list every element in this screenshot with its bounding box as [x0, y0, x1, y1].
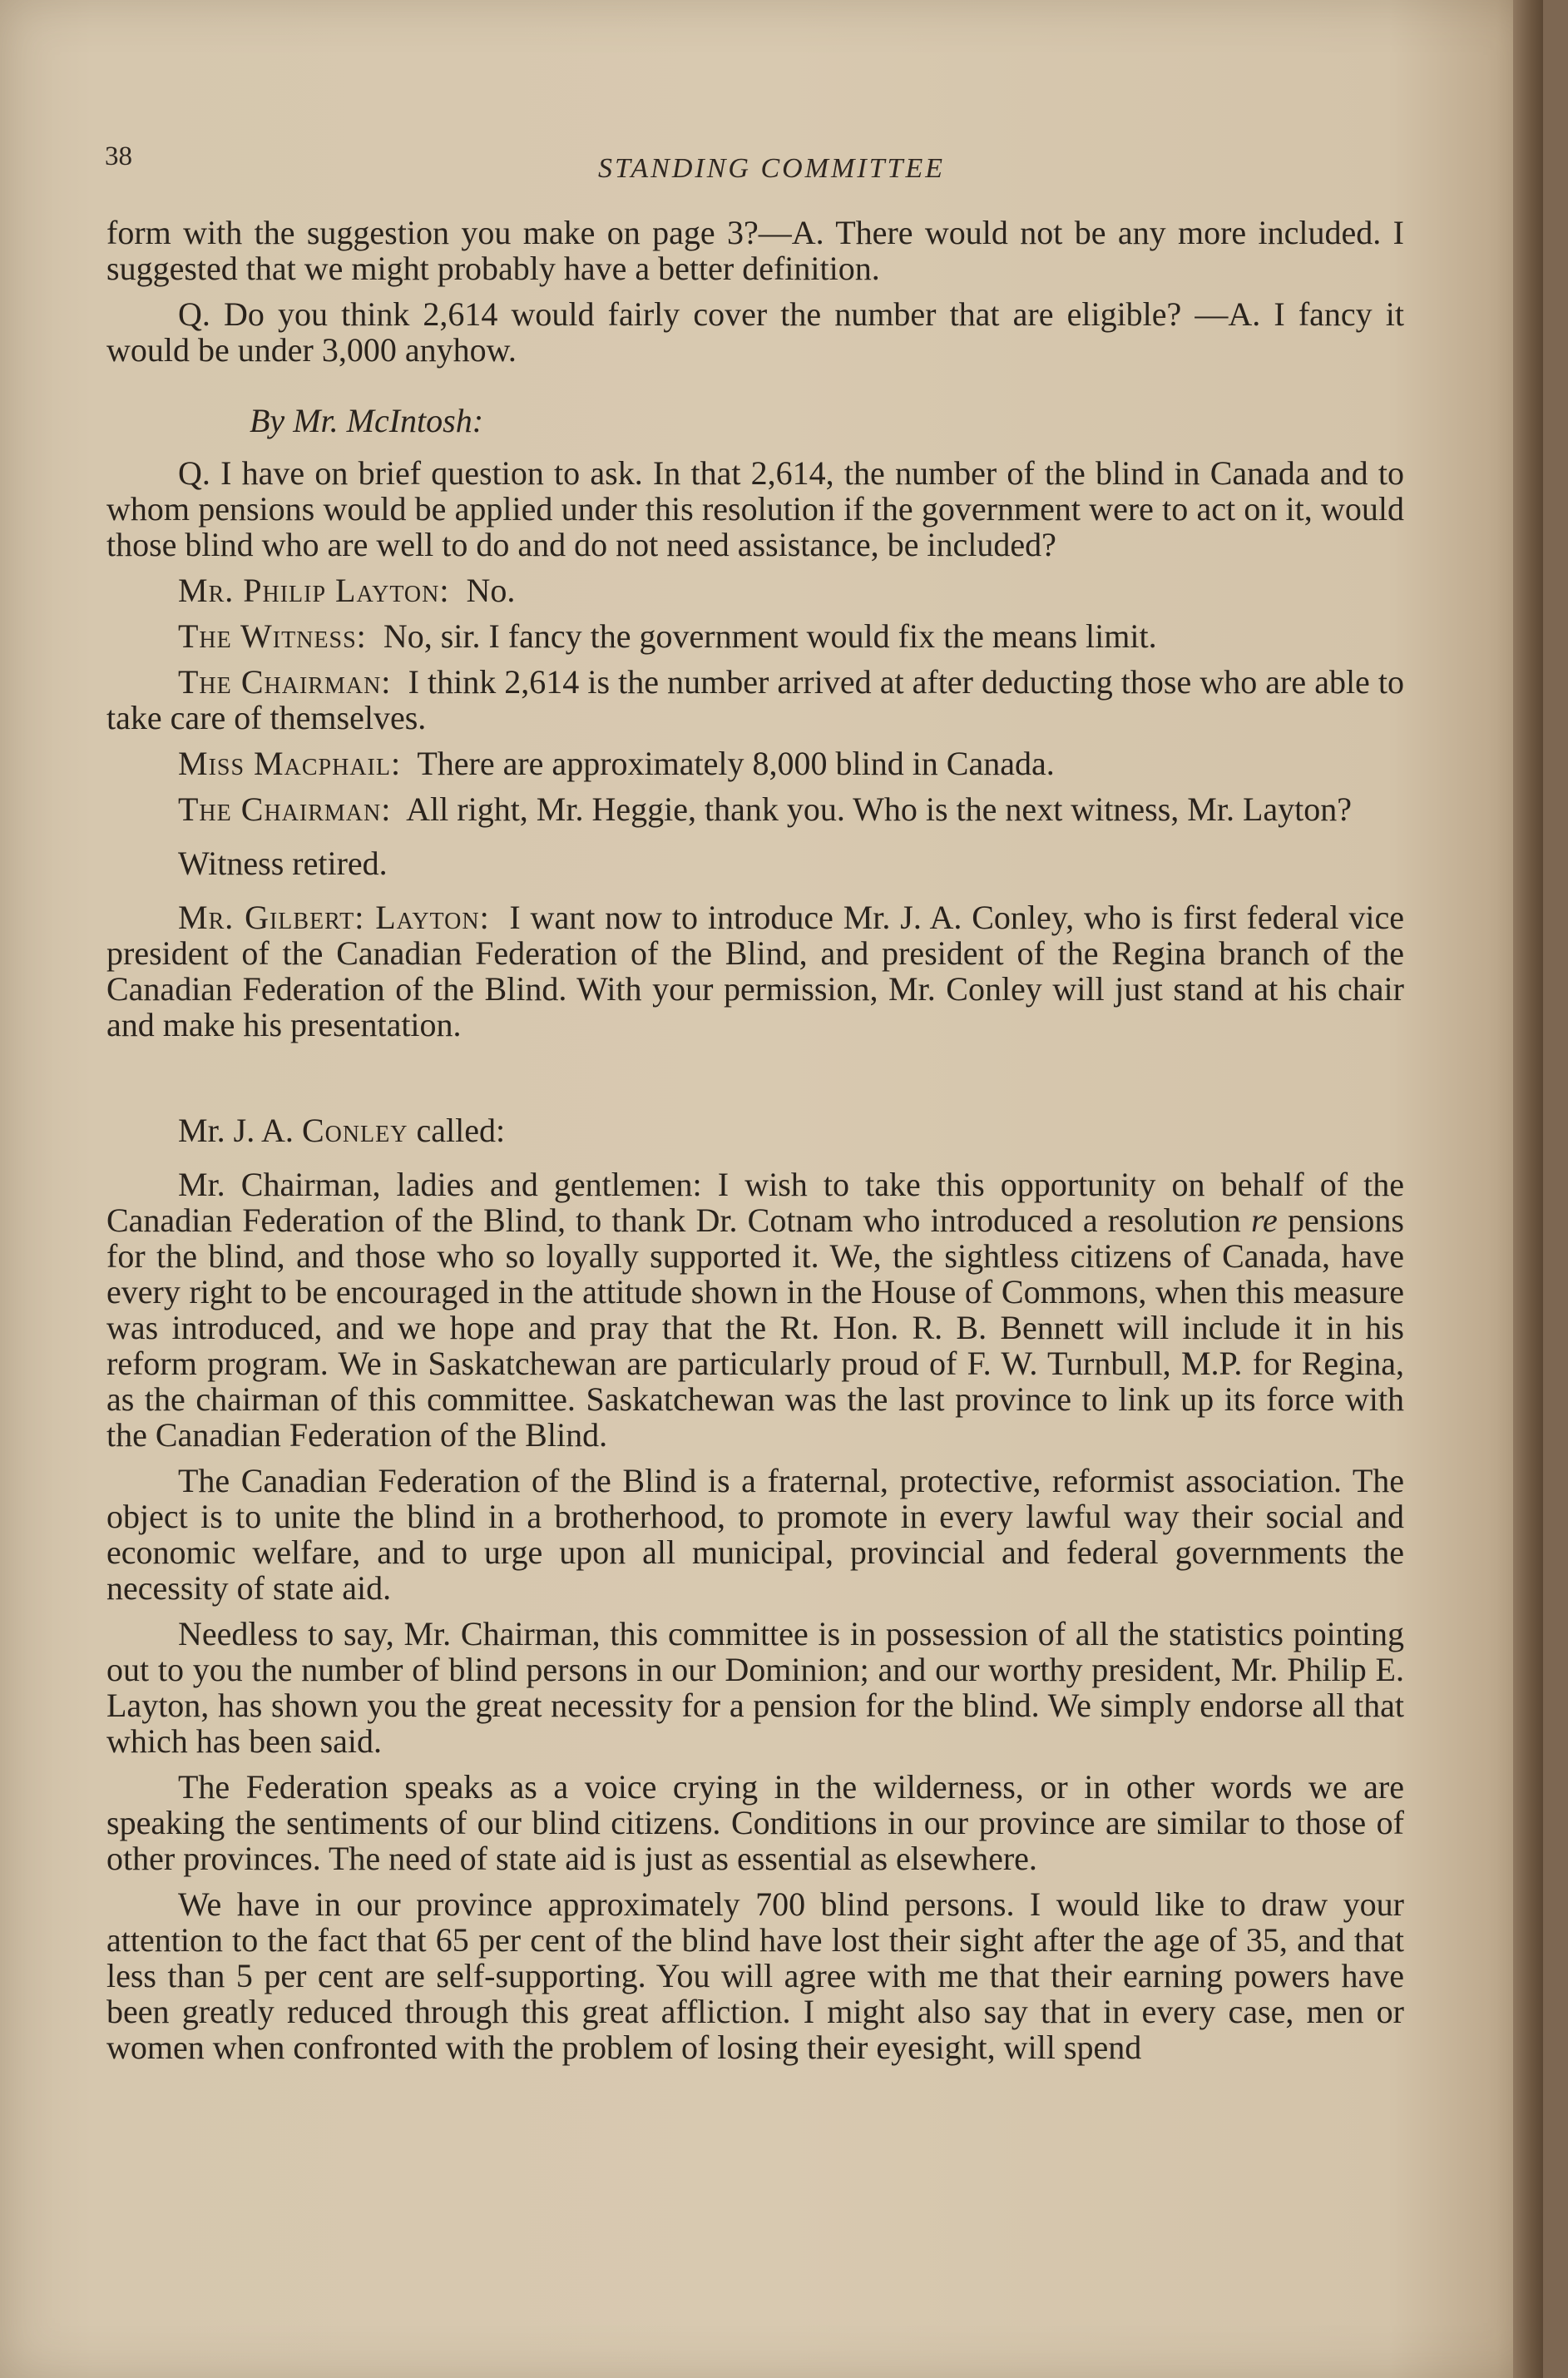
speaker-label: Miss Macphail:	[178, 745, 402, 782]
body-text	[106, 215, 1404, 2075]
speaker-label: Mr. Philip Layton:	[178, 572, 450, 609]
witness-prefix: Mr. J. A.	[178, 1112, 294, 1149]
speech-text: No.	[466, 572, 516, 609]
paragraph-10	[106, 899, 1404, 1043]
page-number: 38	[105, 141, 132, 171]
paragraph-6	[106, 664, 1404, 736]
speech-text: All right, Mr. Heggie, thank you. Who is the next witness, Mr. Layton?	[406, 790, 1353, 828]
paragraph-7	[106, 746, 1404, 781]
paragraph-3: Q. I have on brief question to ask. In that 2,614, the number of the blind in Canada and to whom pensions would be applied under this resolution if the government were to act on it, would those blind who are well to do and do not need assistance, be included?	[106, 454, 1404, 563]
speech-text: No, sir. I fancy the government would fix the means limit.	[383, 617, 1157, 655]
speaker-label: Mr. Gilbert: Layton:	[178, 899, 490, 936]
paragraph-13: The Canadian Federation of the Blind is a fraternal, protective, reformist association. The object is to unite the blind in a brotherhood, to promote in every lawful way their social and economic welfare, and to urge upon all municipal, provincial and federal governments the necessity of state aid.	[106, 1462, 1404, 1607]
paragraph-1: form with the suggestion you make on page 3?—A. There would not be any more included. I suggested that we might probably have a better definition.	[106, 214, 1404, 287]
text-segment: pensions for the blind, and those who so loyally supported it. We, the sightless citizens of Canada, have every right to be encouraged in the attitude shown in the House of Commons, when this measure was introduced, and we hope and pray that the Rt. Hon. R. B. Bennett will include it in his reform program. We in Saskatchewan are particularly proud of F. W. Turnbull, M.P. for Regina, as the chairman of this committee. Saskatchewan was the last province to link up its force with the Canadian Federation of the Blind.	[106, 1201, 1404, 1454]
speaker-label: The Chairman:	[178, 663, 392, 701]
book-spine-edge	[1513, 0, 1543, 2378]
paragraph-2: Q. Do you think 2,614 would fairly cover the number that are eligible? —A. I fancy it would be under 3,000 anyhow.	[106, 295, 1404, 369]
witness-name: Conley	[301, 1112, 408, 1149]
speaker-label: The Chairman:	[178, 790, 392, 828]
speech-text: I want now to introduce Mr. J. A. Conley, who is first federal vice president of the Canadian Federation of the Blind, and president of the Regina branch of the Canadian Federation of the Blind. With your permission, Mr. Conley will just stand at his chair and make his presentation.	[106, 899, 1404, 1043]
paragraph-15: The Federation speaks as a voice crying in the wilderness, or in other words we are speaking the sentiments of our blind citizens. Conditions in our province are similar to those of other provinces. The need of state aid is just as essential as elsewhere.	[106, 1768, 1404, 1877]
paragraph-9: Witness retired.	[178, 845, 388, 882]
witness-called: called:	[416, 1112, 506, 1149]
examiner-byline: By Mr. McIntosh:	[250, 402, 484, 439]
italic-term: re	[1250, 1201, 1278, 1239]
paragraph-5	[106, 618, 1404, 654]
text-segment: Mr. Chairman, ladies and gentlemen: I wish to take this opportunity on behalf of the Canadian Federation of the Blind, to thank Dr. Cotnam who introduced a resolution	[106, 1166, 1404, 1239]
paragraph-16: We have in our province approximately 700 blind persons. I would like to draw your attention to the fact that 65 per cent of the blind have lost their sight after the age of 35, and that less than 5 per cent are self-supporting. You will agree with me that their earning powers have been greatly reduced through this great affliction. I might also say that in every case, men or women when confronted with the problem of losing their eyesight, will spend	[106, 1885, 1404, 2066]
paragraph-12	[106, 1167, 1404, 1453]
paragraph-4	[106, 572, 1404, 608]
speech-text: I think 2,614 is the number arrived at after deducting those who are able to take care of themselves.	[106, 663, 1405, 736]
speaker-label: The Witness:	[178, 617, 367, 655]
speech-text: There are approximately 8,000 blind in Canada.	[417, 745, 1055, 782]
paragraph-11-witness-called	[106, 1112, 1404, 1148]
paragraph-14: Needless to say, Mr. Chairman, this committee is in possession of all the statistics pointing out to you the number of blind persons in our Dominion; and our worthy president, Mr. Philip E. Layton, has shown you the great necessity for a pension for the blind. We simply endorse all that which has been said.	[106, 1615, 1404, 1760]
paragraph-8	[106, 791, 1404, 827]
running-title: STANDING COMMITTEE	[598, 153, 945, 184]
